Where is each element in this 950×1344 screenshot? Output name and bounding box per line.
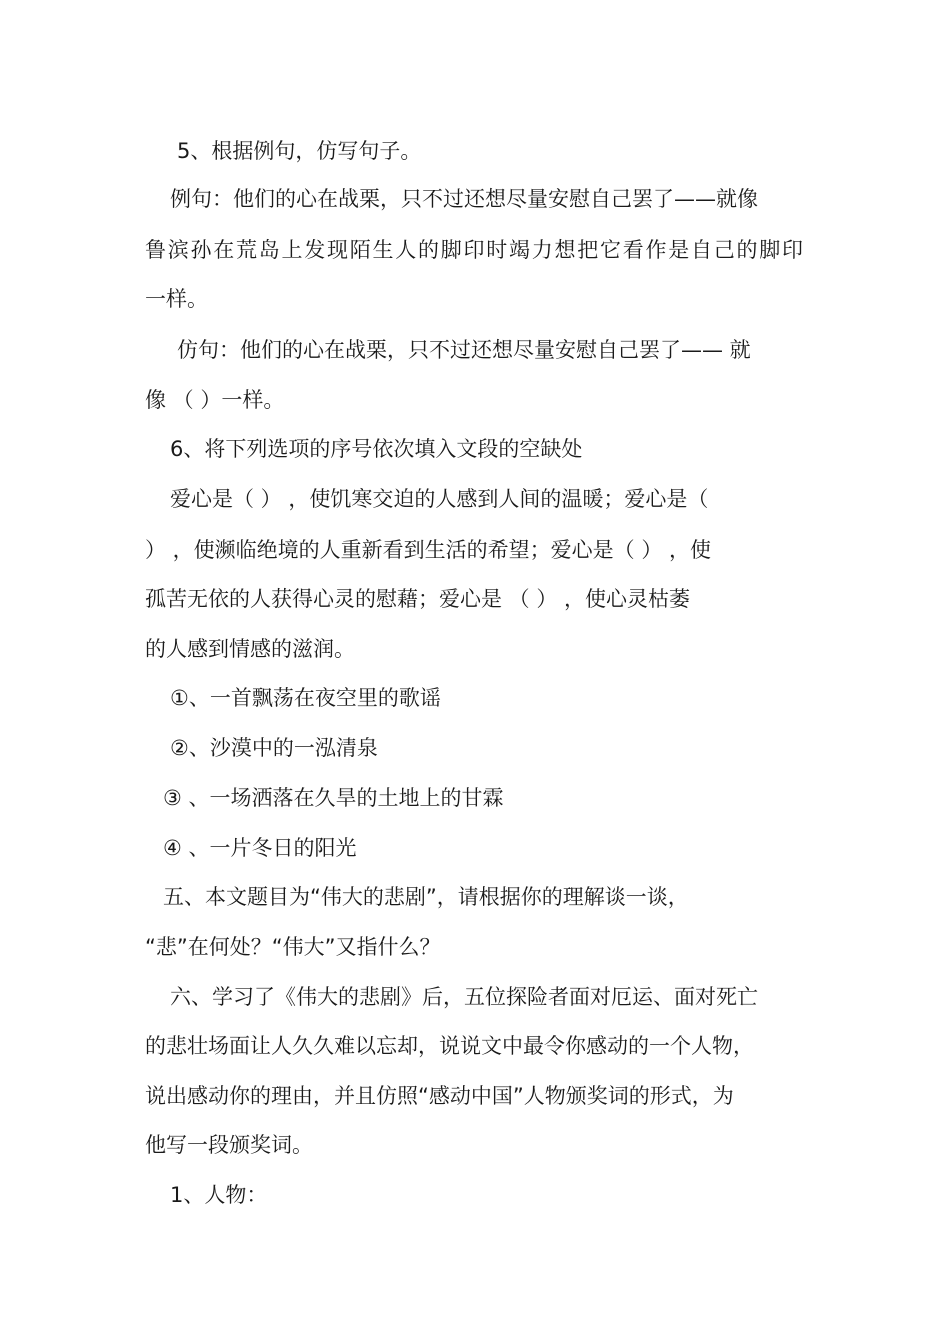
q6-option-1: ①、一首飘荡在夜空里的歌谣	[170, 686, 441, 710]
section-6-line-1: 六、学习了《伟大的悲剧》后，五位探险者面对厄运、面对死亡	[170, 985, 758, 1009]
section-6-line-2: 的悲壮场面让人久久难以忘却，说说文中最令你感动的一个人物，	[145, 1034, 754, 1058]
q5-imitate-line-2: 像 （ ）一样。	[145, 388, 285, 412]
q5-example-line-2: 鲁滨孙在荒岛上发现陌生人的脚印时竭力想把它看作是自己的脚印	[145, 238, 803, 262]
q6-option-3: ③ 、一场洒落在久旱的土地上的甘霖	[163, 786, 504, 810]
q5-imitate-line-1: 仿句：他们的心在战栗，只不过还想尽量安慰自己罢了—— 就	[177, 338, 751, 362]
q6-passage-line-2: ） ，使濒临绝境的人重新看到生活的希望；爱心是（ ） ，使	[145, 538, 712, 562]
section-5-line-2: “悲”在何处？“伟大”又指什么？	[145, 935, 441, 959]
q5-example-line-3: 一样。	[145, 287, 208, 311]
q6-title: 6、将下列选项的序号依次填入文段的空缺处	[170, 437, 583, 461]
section-5-line-1: 五、本文题目为“伟大的悲剧”，请根据你的理解谈一谈，	[163, 885, 689, 909]
q5-title: 5、根据例句，仿写句子。	[177, 139, 422, 163]
q6-option-4: ④ 、一片冬日的阳光	[163, 836, 357, 860]
q6-passage-line-4: 的人感到情感的滋润。	[145, 637, 355, 661]
section-6-line-4: 他写一段颁奖词。	[145, 1133, 313, 1157]
q5-example-line-1: 例句：他们的心在战栗，只不过还想尽量安慰自己罢了——就像	[170, 187, 758, 211]
q6-passage-line-3: 孤苦无依的人获得心灵的慰藉；爱心是 （ ） ，使心灵枯萎	[145, 587, 691, 611]
section-6-line-3: 说出感动你的理由，并且仿照“感动中国”人物颁奖词的形式，为	[145, 1084, 734, 1108]
section-6-item-1: 1、人物：	[170, 1183, 268, 1207]
q6-option-2: ②、沙漠中的一泓清泉	[170, 736, 378, 760]
q6-passage-line-1: 爱心是（ ） ，使饥寒交迫的人感到人间的温暖；爱心是（	[170, 487, 709, 511]
